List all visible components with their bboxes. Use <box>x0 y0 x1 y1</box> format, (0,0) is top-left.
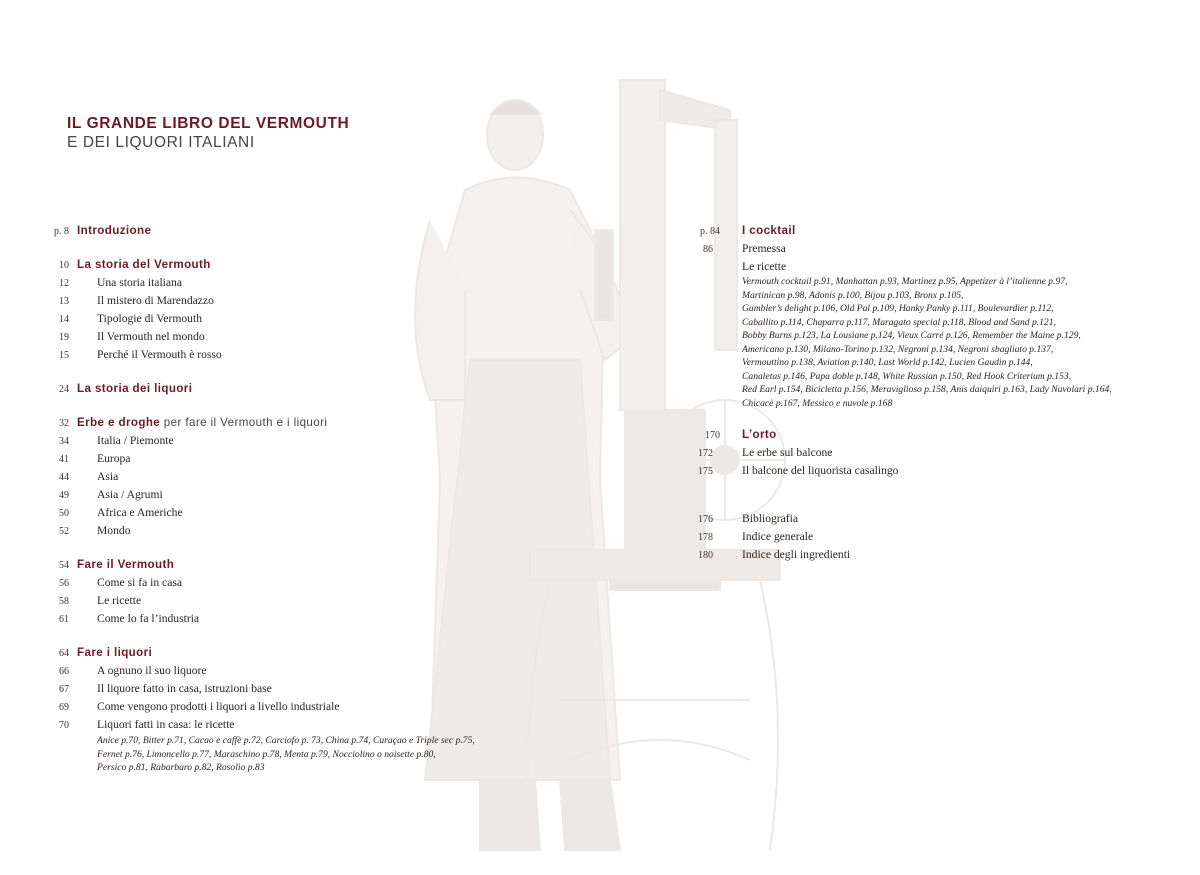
toc-section-storia-liquori <box>0 380 560 398</box>
section-title-rest: per fare il Vermouth e i liquori <box>160 416 328 429</box>
recipe-line: Red Earl p.154, Bicicletta p.156, Meraviglioso p.158, Anis daiquiri p.163, Lady Nuvolari p.164, <box>742 384 1112 395</box>
page-number: 175 <box>698 466 713 477</box>
page-number: 52 <box>59 526 69 537</box>
toc-item <box>0 592 560 610</box>
book-title <box>67 115 349 152</box>
toc-item <box>680 240 1160 258</box>
page-number: 61 <box>59 614 69 625</box>
item-title: Mondo <box>97 524 131 537</box>
toc-recipe-list <box>0 734 560 775</box>
toc-item <box>0 662 560 680</box>
item-title: Il Vermouth nel mondo <box>97 330 205 343</box>
title-line-2: E DEI LIQUORI ITALIANI <box>67 134 255 151</box>
toc-item <box>680 546 1160 564</box>
page-number: 70 <box>59 720 69 731</box>
section-title <box>77 414 327 431</box>
toc-item <box>0 328 560 346</box>
section-title: I cocktail <box>742 224 796 237</box>
page-number: 34 <box>59 436 69 447</box>
toc-section-fare-vermouth <box>0 556 560 574</box>
toc-item <box>0 450 560 468</box>
page-number: 13 <box>59 296 69 307</box>
page-number: 54 <box>59 560 69 571</box>
page-number: 24 <box>59 384 69 395</box>
item-title: Perché il Vermouth è rosso <box>97 348 222 361</box>
toc-item <box>0 346 560 364</box>
recipe-line: Fernet p.76, Limoncello p.77, Maraschino p.78, Menta p.79, Nocciolino o noisette p.80, <box>97 748 436 760</box>
item-title: Indice degli ingredienti <box>742 548 851 561</box>
item-title: Tipologie di Vermouth <box>97 312 202 325</box>
page-number: 41 <box>59 454 69 465</box>
item-title: Le erbe sul balcone <box>742 446 833 459</box>
recipe-line: Chicacè p.167, Messico e nuvole p.168 <box>742 397 893 409</box>
toc-right-column <box>680 222 1160 564</box>
page-number: 44 <box>59 472 69 483</box>
page-number: 12 <box>59 278 69 289</box>
section-title: Fare i liquori <box>77 646 153 659</box>
toc-item <box>0 610 560 628</box>
page-number: 64 <box>59 648 69 659</box>
page-number: 19 <box>59 332 69 343</box>
toc-item <box>680 462 1160 480</box>
toc-item <box>0 574 560 592</box>
toc-left-column <box>0 222 560 775</box>
item-title: Bibliografia <box>742 512 799 525</box>
toc-item <box>0 310 560 328</box>
toc-section-cocktail <box>680 222 1160 240</box>
toc-item <box>680 510 1160 528</box>
item-title: Premessa <box>742 242 786 255</box>
toc-recipe-list <box>680 275 1160 410</box>
toc-item <box>0 716 560 734</box>
page-number: 15 <box>59 350 69 361</box>
item-title: Come vengono prodotti i liquori a livello industriale <box>97 700 340 713</box>
page-number: 180 <box>698 550 713 561</box>
item-title: Indice generale <box>742 530 814 543</box>
toc-item <box>0 680 560 698</box>
page-number: p. 84 <box>700 226 720 237</box>
page-number: 56 <box>59 578 69 589</box>
toc-section-fare-liquori <box>0 644 560 662</box>
item-title: A ognuno il suo liquore <box>97 664 207 677</box>
item-title: Il mistero di Marendazzo <box>97 294 214 307</box>
section-title: Fare il Vermouth <box>77 558 175 571</box>
page-number: 14 <box>59 314 69 325</box>
page-number: 66 <box>59 666 69 677</box>
recipe-line: Persico p.81, Rabarbaro p.82, Rosolio p.83 <box>97 762 265 773</box>
toc-item <box>0 504 560 522</box>
item-title: Asia <box>97 470 119 483</box>
item-title: Africa e Americhe <box>97 506 183 519</box>
toc-item <box>0 698 560 716</box>
toc-item <box>680 444 1160 462</box>
page-number: p. 8 <box>54 226 69 237</box>
item-title: Come si fa in casa <box>97 576 182 589</box>
item-title: Le ricette <box>97 594 142 607</box>
recipe-line: Vermouttino p.138, Aviation p.140, Last World p.142, Lucien Gaudin p.144, <box>742 357 1033 368</box>
toc-item <box>0 522 560 540</box>
section-title: La storia del Vermouth <box>77 258 211 271</box>
page-number: 67 <box>59 684 69 695</box>
item-title: Una storia italiana <box>97 276 182 289</box>
recipe-line: Gambler’s delight p.106, Old Pal p.109, Hanky Panky p.111, Boulevardier p.112, <box>742 303 1054 314</box>
page-number: 32 <box>59 418 69 429</box>
item-title: Come lo fa l’industria <box>97 612 200 625</box>
toc-item <box>0 292 560 310</box>
title-line-1: IL GRANDE LIBRO DEL VERMOUTH <box>67 115 350 132</box>
recipe-line: Canaletas p.146, Papa doble p.148, White Russian p.150, Red Hook Criterium p.153, <box>742 370 1072 382</box>
item-title: Le ricette <box>742 260 787 273</box>
page-number: 69 <box>59 702 69 713</box>
toc-item <box>680 258 1160 275</box>
page-number: 178 <box>698 532 713 543</box>
page-number: 86 <box>703 244 713 255</box>
recipe-line: Americano p.130, Milano-Torino p.132, Negroni p.134, Negroni sbagliato p.137, <box>742 343 1054 355</box>
section-title: Introduzione <box>77 224 152 237</box>
toc-item <box>680 528 1160 546</box>
page-number: 10 <box>59 260 69 271</box>
recipe-line: Martinican p.98, Adonis p.100, Bijou p.103, Bronx p.105, <box>742 289 964 301</box>
toc-section-erbe-droghe <box>0 414 560 432</box>
toc-item <box>0 432 560 450</box>
recipe-line: Vermouth cocktail p.91, Manhattan p.93, Martinez p.95, Appetizer à l’italienne p.97, <box>742 276 1068 287</box>
item-title: Il liquore fatto in casa, istruzioni base <box>97 682 272 695</box>
recipe-line: Bobby Burns p.123, La Lousiane p.124, Vieux Carré p.126, Remember the Maine p.129, <box>742 330 1081 341</box>
toc-item <box>0 274 560 292</box>
item-title: Asia / Agrumi <box>97 488 163 501</box>
section-title: L’orto <box>742 428 777 441</box>
item-title: Il balcone del liquorista casalingo <box>742 464 899 477</box>
page-number: 170 <box>705 430 720 441</box>
toc-item <box>0 486 560 504</box>
page-number: 50 <box>59 508 69 519</box>
toc-section-storia-vermouth <box>0 256 560 274</box>
page-number: 58 <box>59 596 69 607</box>
toc-section-orto <box>680 426 1160 444</box>
item-title: Liquori fatti in casa: le ricette <box>97 718 235 731</box>
page-number: 176 <box>698 514 713 525</box>
item-title: Europa <box>97 452 131 465</box>
page-number: 49 <box>59 490 69 501</box>
recipe-line: Anice p.70, Bitter p.71, Cacao e caffè p.72, Carciofo p. 73, China p.74, Curaçao e Triple sec p.75, <box>97 735 475 746</box>
toc-item <box>0 468 560 486</box>
recipe-line: Caballito p.114, Chaparra p.117, Maragato special p.118, Blood and Sand p.121, <box>742 316 1056 328</box>
section-title-main: Erbe e droghe <box>77 416 161 429</box>
page-number: 172 <box>698 448 713 459</box>
toc-section-intro <box>0 222 560 240</box>
section-title: La storia dei liquori <box>77 382 193 395</box>
item-title: Italia / Piemonte <box>97 434 174 447</box>
